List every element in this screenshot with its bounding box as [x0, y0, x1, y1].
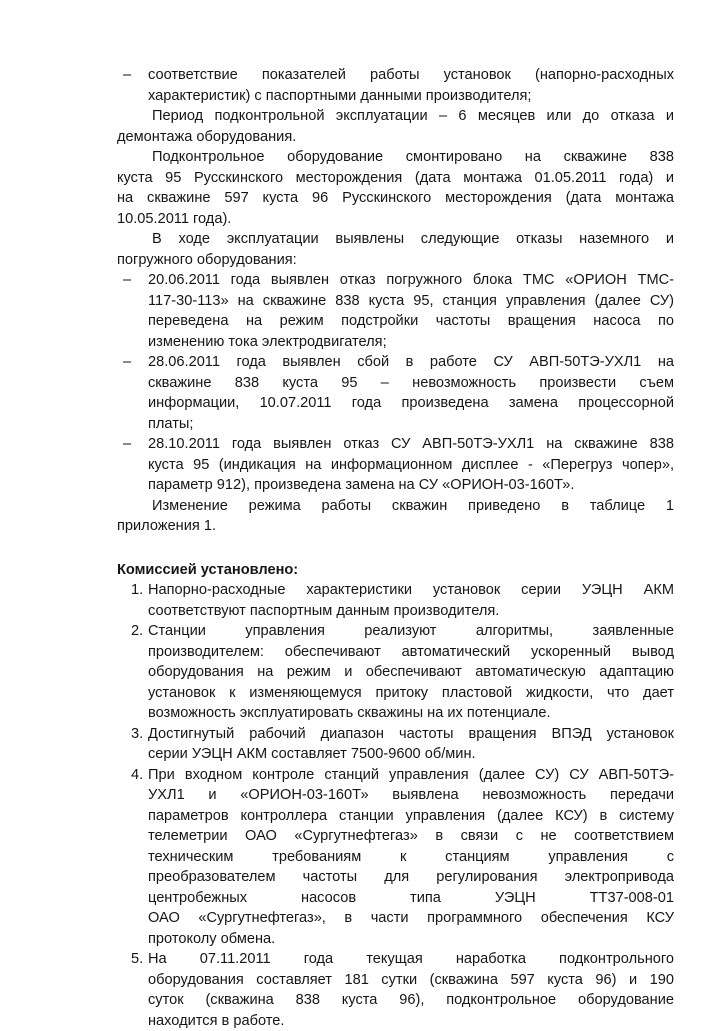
text-line: характеристик) с паспортными данными производителя;	[148, 86, 674, 107]
commission-item	[117, 580, 674, 621]
text-line: Период подконтрольной эксплуатации – 6 месяцев или до отказа и	[117, 106, 674, 127]
text-line: находится в работе.	[148, 1011, 674, 1031]
dash-marker: –	[123, 352, 131, 373]
text-line: В ходе эксплуатации выявлены следующие отказы наземного и	[117, 229, 674, 250]
mode-change-paragraph	[117, 496, 674, 537]
text-line: переведена на режим подстройки частоты вращения насоса по	[148, 311, 674, 332]
failure-item	[117, 352, 674, 434]
text-line: преобразователем частоты для регулирования электропривода	[148, 867, 674, 888]
text-line: центробежных насосов типа УЭЦН ТТ37-008-01	[148, 888, 674, 909]
text-line: погружного оборудования:	[117, 250, 674, 271]
text-line: на скважине 597 куста 96 Русскинского месторождения (дата монтажа	[117, 188, 674, 209]
text-line: возможность эксплуатировать скважины на их потенциале.	[148, 703, 674, 724]
text-line: куста 95 Русскинского месторождения (дата монтажа 01.05.2011 года) и	[117, 168, 674, 189]
commission-item	[117, 724, 674, 765]
text-line: Изменение режима работы скважин приведено в таблице 1	[117, 496, 674, 517]
text-line: телеметрии ОАО «Сургутнефтегаз» в связи с не соответствием	[148, 826, 674, 847]
text-line: соответствуют паспортным данным производителя.	[148, 601, 674, 622]
text-line: приложения 1.	[117, 516, 674, 537]
commission-item	[117, 621, 674, 724]
text-line: ОАО «Сургутнефтегаз», в части программного обеспечения КСУ	[148, 908, 674, 929]
mounted-paragraph	[117, 147, 674, 229]
text-line: соответствие показателей работы установок (напорно-расходных	[148, 65, 674, 86]
item-number: 4.	[131, 765, 143, 786]
text-line: При входном контроле станций управления (далее СУ) СУ АВП-50ТЭ-	[148, 765, 674, 786]
dash-marker: –	[123, 270, 131, 291]
conformity-item	[117, 65, 674, 106]
commission-item	[117, 765, 674, 950]
text-line: 28.10.2011 года выявлен отказ СУ АВП-50ТЭ-УХЛ1 на скважине 838	[148, 434, 674, 455]
text-line: скважине 838 куста 95 – невозможность произвести съем	[148, 373, 674, 394]
item-number: 2.	[131, 621, 143, 642]
dash-marker: –	[123, 65, 131, 86]
failures-intro-paragraph	[117, 229, 674, 270]
text-line: производителем: обеспечивают автоматический ускоренный вывод	[148, 642, 674, 663]
item-number: 5.	[131, 949, 143, 970]
text-line: техническим требованиям к станциям управления с	[148, 847, 674, 868]
text-line: оборудования составляет 181 сутки (скважина 597 куста 96) и 190	[148, 970, 674, 991]
text-line: параметров контроллера станции управления (далее КСУ) в систему	[148, 806, 674, 827]
text-line: 10.05.2011 года).	[117, 209, 674, 230]
text-line: платы;	[148, 414, 674, 435]
text-line: 20.06.2011 года выявлен отказ погружного блока ТМС «ОРИОН ТМС-	[148, 270, 674, 291]
text-line: Напорно-расходные характеристики установок серии УЭЦН АКМ	[148, 580, 674, 601]
text-line: протоколу обмена.	[148, 929, 674, 950]
text-line: Станции управления реализуют алгоритмы, заявленные	[148, 621, 674, 642]
text-line: изменению тока электродвигателя;	[148, 332, 674, 353]
text-line: 28.06.2011 года выявлен сбой в работе СУ АВП-50ТЭ-УХЛ1 на	[148, 352, 674, 373]
text-line: установок к изменяющемуся притоку пластовой жидкости, что дает	[148, 683, 674, 704]
item-number: 1.	[131, 580, 143, 601]
text-line: На 07.11.2011 года текущая наработка подконтрольного	[148, 949, 674, 970]
document-body	[117, 65, 674, 1031]
text-line: серии УЭЦН АКМ составляет 7500-9600 об/мин.	[148, 744, 674, 765]
text-line: куста 95 (индикация на информационном дисплее - «Перегруз чопер»,	[148, 455, 674, 476]
text-line: Достигнутый рабочий диапазон частоты вращения ВПЭД установок	[148, 724, 674, 745]
text-line: 117-30-113» на скважине 838 куста 95, станция управления (далее СУ)	[148, 291, 674, 312]
commission-heading: Комиссией установлено:	[117, 560, 674, 581]
text-line: информации, 10.07.2011 года произведена замена процессорной	[148, 393, 674, 414]
failure-item	[117, 434, 674, 496]
text-line: демонтажа оборудования.	[117, 127, 674, 148]
failure-item	[117, 270, 674, 352]
item-number: 3.	[131, 724, 143, 745]
text-line: параметр 912), произведена замена на СУ «ОРИОН-03-160Т».	[148, 475, 674, 496]
text-line: суток (скважина 838 куста 96), подконтрольное оборудование	[148, 990, 674, 1011]
text-line: УХЛ1 и «ОРИОН-03-160Т» выявлена невозможность передачи	[148, 785, 674, 806]
text-line: оборудования на режим и обеспечивают автоматическую адаптацию	[148, 662, 674, 683]
dash-marker: –	[123, 434, 131, 455]
commission-item	[117, 949, 674, 1031]
text-line: Подконтрольное оборудование смонтировано на скважине 838	[117, 147, 674, 168]
period-paragraph	[117, 106, 674, 147]
